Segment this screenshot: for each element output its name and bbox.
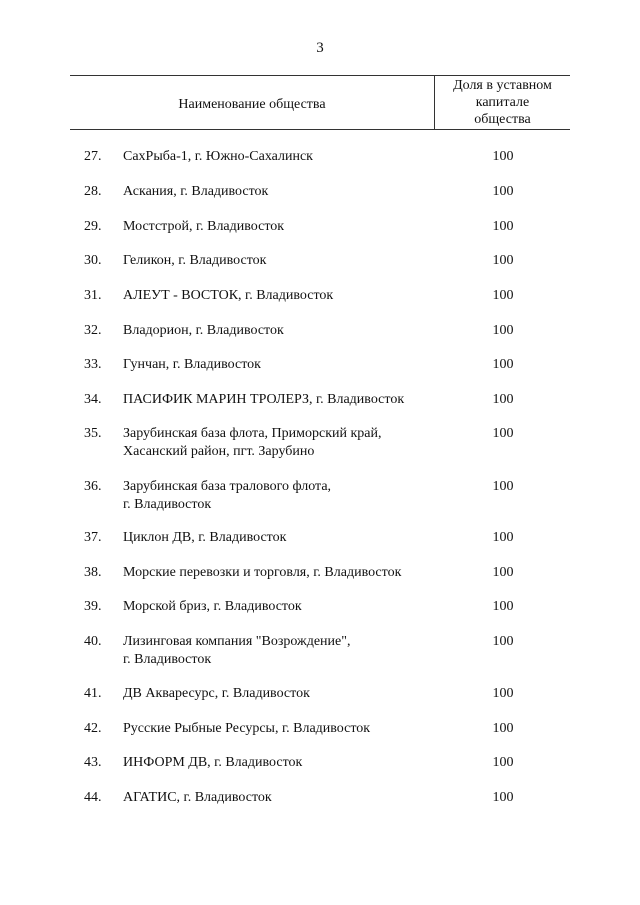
company-name (123, 478, 443, 514)
row-number: 32. (84, 323, 102, 338)
row-number: 38. (84, 565, 102, 580)
header-share-line: капитале (475, 95, 530, 110)
company-name (123, 598, 443, 616)
company-name-line: г. Владивосток (123, 652, 212, 667)
share-value: 100 (492, 288, 514, 303)
company-name-line: Аскания, г. Владивосток (123, 184, 269, 199)
row-number: 39. (84, 599, 102, 614)
company-name-line: Циклон ДВ, г. Владивосток (123, 530, 287, 545)
company-name-line: Морской бриз, г. Владивосток (123, 599, 302, 614)
company-name (123, 720, 443, 738)
page-number: 3 (316, 40, 324, 56)
header-share (435, 77, 570, 128)
row-number: 35. (84, 426, 102, 441)
company-name-line: г. Владивосток (123, 497, 212, 512)
company-name-line: Мостстрой, г. Владивосток (123, 219, 285, 234)
row-number: 44. (84, 790, 102, 805)
company-name (123, 564, 443, 582)
company-name (123, 425, 443, 461)
share-value: 100 (492, 323, 514, 338)
company-name-line: Морские перевозки и торговля, г. Владивосток (123, 565, 402, 580)
row-number: 30. (84, 253, 102, 268)
company-name (123, 789, 443, 807)
row-number: 36. (84, 479, 102, 494)
share-value: 100 (492, 426, 514, 441)
row-number: 33. (84, 357, 102, 372)
company-name (123, 287, 443, 305)
company-name-line: АЛЕУТ - ВОСТОК, г. Владивосток (123, 288, 334, 303)
row-number: 27. (84, 149, 102, 164)
row-number: 28. (84, 184, 102, 199)
row-number: 31. (84, 288, 102, 303)
row-number: 41. (84, 686, 102, 701)
company-name (123, 183, 443, 201)
row-number: 34. (84, 392, 102, 407)
company-name-line: Хасанский район, пгт. Зарубино (123, 444, 315, 459)
company-name-line: Геликон, г. Владивосток (123, 253, 267, 268)
company-name (123, 322, 443, 340)
share-value: 100 (492, 219, 514, 234)
company-name-line: Гунчан, г. Владивосток (123, 357, 261, 372)
share-value: 100 (492, 634, 514, 649)
row-number: 42. (84, 721, 102, 736)
company-name (123, 356, 443, 374)
header-share-line: Доля в уставном (453, 78, 552, 93)
share-value: 100 (492, 184, 514, 199)
row-number: 29. (84, 219, 102, 234)
company-name-line: АГАТИС, г. Владивосток (123, 790, 272, 805)
company-name-line: ИНФОРМ ДВ, г. Владивосток (123, 755, 303, 770)
company-name (123, 633, 443, 669)
company-name-line: ПАСИФИК МАРИН ТРОЛЕРЗ, г. Владивосток (123, 392, 405, 407)
table-header (70, 75, 570, 130)
company-name-line: Русские Рыбные Ресурсы, г. Владивосток (123, 721, 371, 736)
company-name (123, 685, 443, 703)
company-name (123, 148, 443, 166)
row-number: 37. (84, 530, 102, 545)
company-name-line: Зарубинская база флота, Приморский край, (123, 426, 382, 441)
share-value: 100 (492, 565, 514, 580)
share-value: 100 (492, 149, 514, 164)
share-value: 100 (492, 479, 514, 494)
company-name-line: ДВ Акваресурс, г. Владивосток (123, 686, 310, 701)
share-value: 100 (492, 392, 514, 407)
company-name (123, 391, 443, 409)
share-value: 100 (492, 755, 514, 770)
company-name (123, 529, 443, 547)
company-name-line: Зарубинская база тралового флота, (123, 479, 332, 494)
company-name (123, 252, 443, 270)
share-value: 100 (492, 253, 514, 268)
share-value: 100 (492, 790, 514, 805)
share-value: 100 (492, 357, 514, 372)
header-company-name: Наименование общества (178, 96, 326, 112)
company-name (123, 754, 443, 772)
share-value: 100 (492, 530, 514, 545)
row-number: 43. (84, 755, 102, 770)
row-number: 40. (84, 634, 102, 649)
company-name-line: Владорион, г. Владивосток (123, 323, 284, 338)
company-name-line: СахРыба-1, г. Южно-Сахалинск (123, 149, 313, 164)
share-value: 100 (492, 686, 514, 701)
header-share-line: общества (474, 112, 531, 127)
share-value: 100 (492, 721, 514, 736)
share-value: 100 (492, 599, 514, 614)
company-name-line: Лизинговая компания "Возрождение", (123, 634, 351, 649)
company-name (123, 218, 443, 236)
